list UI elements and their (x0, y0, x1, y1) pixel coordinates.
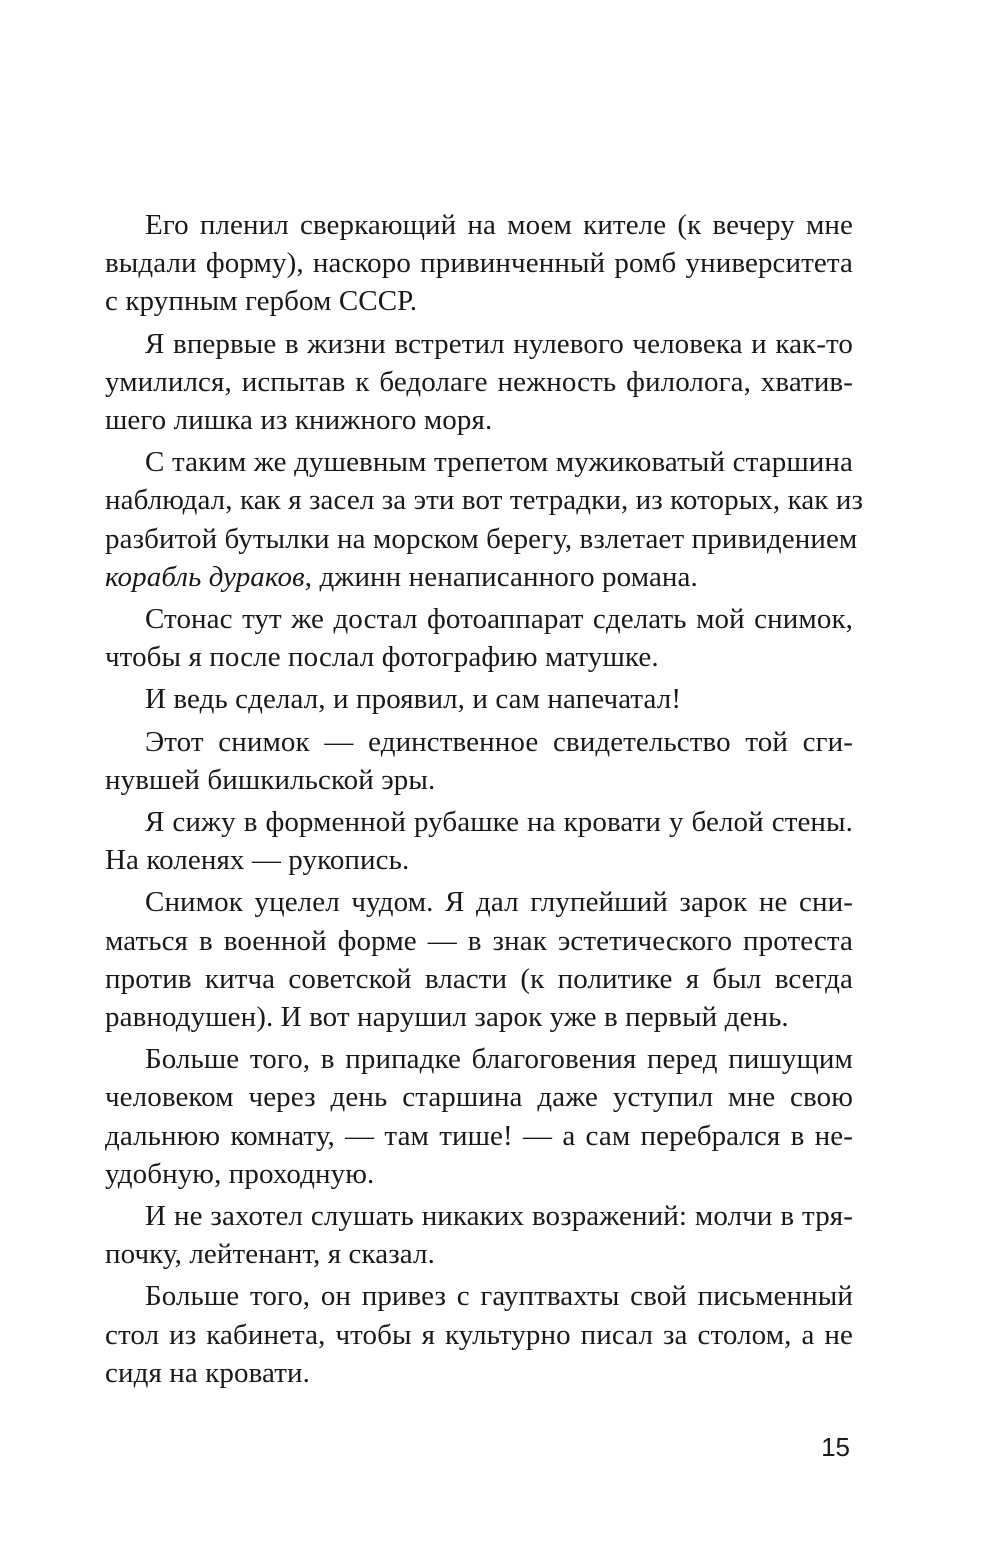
text-line: Больше того, он привез с гауптвахты свой письменный (145, 1280, 853, 1313)
text-line: шего лишка из книжного моря. (105, 404, 493, 437)
paragraph (105, 803, 853, 879)
paragraph (105, 883, 853, 1036)
paragraph (105, 723, 853, 799)
paragraph (105, 206, 853, 321)
text-line: Снимок уцелел чудом. Я дал глупейший зарок не сни- (145, 886, 853, 919)
paragraph (105, 1040, 853, 1193)
text-line: сидя на кровати. (105, 1356, 310, 1389)
paragraph (105, 1277, 853, 1392)
text-line: Я сижу в форменной рубашке на кровати у белой стены. (145, 806, 853, 839)
text-line: Я впервые в жизни встретил нулевого человека и как-то (145, 327, 853, 360)
text-line: с крупным гербом СССР. (105, 285, 418, 318)
text-line: Этот снимок — единственное свидетельство той сги- (145, 725, 853, 758)
paragraph (105, 680, 853, 718)
text-line: наблюдал, как я засел за эти вот тетрадки, из которых, как из (105, 484, 864, 517)
text-line: Его пленил сверкающий на моем кителе (к вечеру мне (145, 209, 853, 241)
text-line: удобную, проходную. (105, 1157, 375, 1190)
page-number: 15 (821, 1432, 850, 1462)
text-line: разбитой бутылки на морском берегу, взлетает привидением (105, 522, 858, 555)
text-fragment: , джинн ненаписанного романа. (304, 560, 698, 593)
text-line: На коленях — рукопись. (105, 844, 410, 877)
text-line: маться в военной форме — в знак эстетического протеста (105, 924, 853, 957)
text-line: С таким же душевным трепетом мужиковатый старшина (145, 446, 853, 479)
text-line (105, 558, 853, 596)
text-line: Больше того, в припадке благоговения перед пишущим (145, 1043, 853, 1076)
text-line: выдали форму), наскоро привинченный ромб университета (105, 247, 853, 280)
text-line: И не захотел слушать никаких возражений: молчи в тря- (145, 1200, 853, 1233)
text-line: стол из кабинета, чтобы я культурно писал за столом, а не (105, 1318, 853, 1351)
text-line: человеком через день старшина даже уступил мне свою (105, 1081, 853, 1114)
text-line: умилился, испытав к бедолаге нежность филолога, хватив- (105, 365, 853, 398)
text-line: дальнюю комнату, — там тише! — а сам перебрался в не- (105, 1119, 853, 1152)
paragraph (105, 600, 853, 676)
paragraph (105, 443, 864, 596)
body-text (105, 206, 864, 1392)
text-line: против китча советской власти (к политике я был всегда (105, 962, 853, 995)
text-line: нувшей бишкильской эры. (105, 763, 436, 796)
text-line: И ведь сделал, и проявил, и сам напечатал! (145, 683, 682, 716)
text-line: чтобы я после послал фотографию матушке. (105, 641, 659, 674)
text-line: Стонас тут же достал фотоаппарат сделать мой снимок, (145, 603, 853, 636)
text-line: равнодушен). И вот нарушил зарок уже в первый день. (105, 1001, 789, 1034)
text-line: почку, лейтенант, я сказал. (105, 1238, 435, 1271)
paragraph (105, 325, 853, 440)
italic-phrase: корабль дураков (105, 560, 305, 593)
paragraph (105, 1197, 853, 1273)
